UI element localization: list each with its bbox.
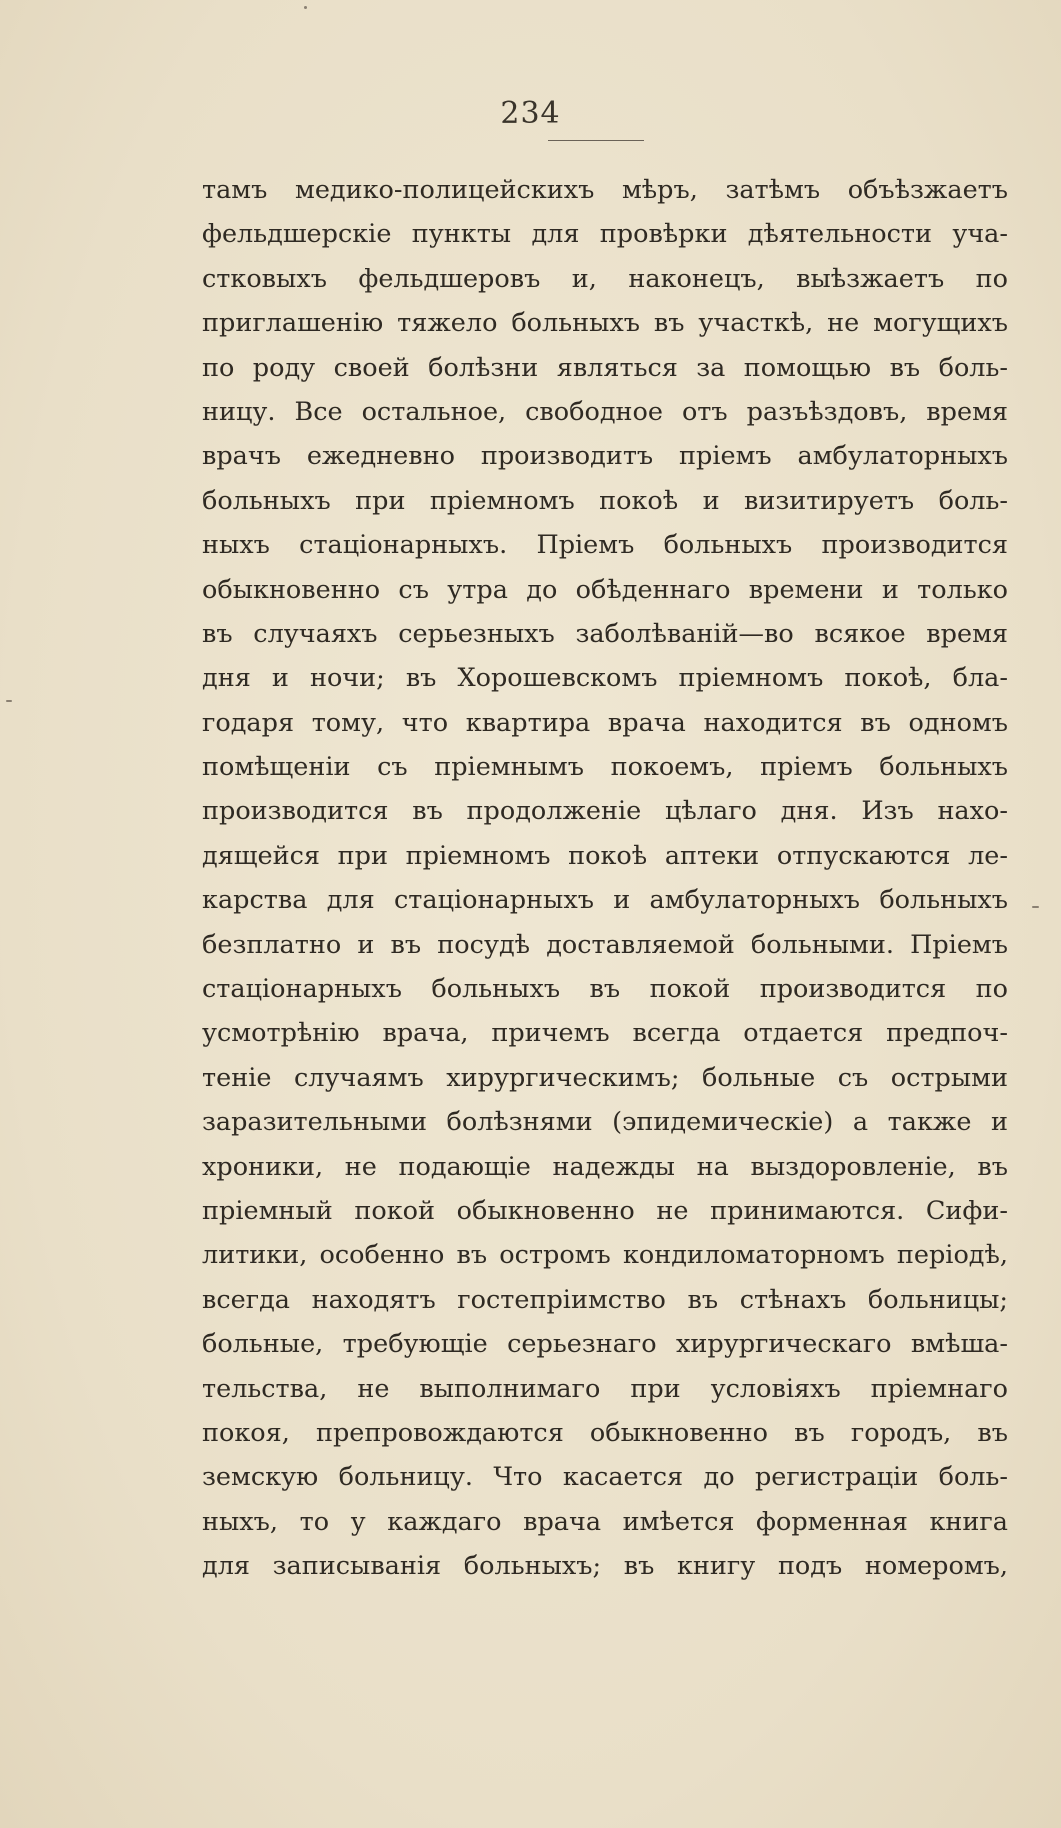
text-line: безплатно и въ посудѣ доставляемой больными. Пріемъ	[202, 929, 1008, 960]
text-line: обыкновенно съ утра до обѣденнаго времени и только	[202, 574, 1008, 605]
text-line: заразительными болѣзнями (эпидемическіе) а также и	[202, 1107, 1008, 1138]
text-line: въ случаяхъ серьезныхъ заболѣваній—во всякое время	[202, 618, 1008, 649]
text-line: дящейся при пріемномъ покоѣ аптеки отпускаются ле-	[202, 840, 1008, 871]
text-line: всегда находятъ гостепріимство въ стѣнахъ больницы;	[202, 1284, 1008, 1315]
text-line: больныхъ при пріемномъ покоѣ и визитируетъ боль-	[202, 485, 1008, 516]
paper-speck	[304, 6, 307, 9]
paper-speck	[6, 700, 12, 702]
text-line: литики, особенно въ остромъ кондиломаторномъ періодѣ,	[202, 1240, 1008, 1271]
page-number: 234	[500, 96, 561, 131]
text-line: дня и ночи; въ Хорошевскомъ пріемномъ покоѣ, бла-	[202, 663, 1008, 694]
text-line: стковыхъ фельдшеровъ и, наконецъ, выѣзжаетъ по	[202, 263, 1008, 294]
header-rule	[548, 140, 644, 141]
text-line: по роду своей болѣзни являться за помощью въ боль-	[202, 352, 1008, 383]
text-line: производится въ продолженіе цѣлаго дня. Изъ нахо-	[202, 796, 1008, 827]
text-line: помѣщеніи съ пріемнымъ покоемъ, пріемъ больныхъ	[202, 752, 1008, 783]
text-line: ныхъ, то у каждаго врача имѣется форменная книга	[202, 1506, 1008, 1537]
text-line: теніе случаямъ хирургическимъ; больные съ острыми	[202, 1062, 1008, 1093]
text-line: приглашенію тяжело больныхъ въ участкѣ, не могущихъ	[202, 308, 1008, 339]
text-line: стаціонарныхъ больныхъ въ покой производится по	[202, 974, 1008, 1005]
paper-speck	[1032, 906, 1039, 908]
body-text	[202, 168, 1008, 1589]
text-line: карства для стаціонарныхъ и амбулаторныхъ больныхъ	[202, 885, 1008, 916]
text-line: покоя, препровождаются обыкновенно въ городъ, въ	[202, 1417, 1008, 1448]
text-line: земскую больницу. Что касается до регистраціи боль-	[202, 1462, 1008, 1493]
text-line: пріемный покой обыкновенно не принимаются. Сифи-	[202, 1195, 1008, 1226]
text-line: больные, требующіе серьезнаго хирургическаго вмѣша-	[202, 1329, 1008, 1360]
text-line: для записыванія больныхъ; въ книгу подъ номеромъ,	[202, 1551, 1008, 1582]
text-line: годаря тому, что квартира врача находится въ одномъ	[202, 707, 1008, 738]
text-line: врачъ ежедневно производитъ пріемъ амбулаторныхъ	[202, 441, 1008, 472]
text-line: усмотрѣнію врача, причемъ всегда отдается предпоч-	[202, 1018, 1008, 1049]
text-line: ницу. Все остальное, свободное отъ разъѣздовъ, время	[202, 396, 1008, 427]
text-line: тамъ медико-полицейскихъ мѣръ, затѣмъ объѣзжаетъ	[202, 175, 1008, 205]
text-line: тельства, не выполнимаго при условіяхъ пріемнаго	[202, 1373, 1008, 1404]
text-line: фельдшерскіе пункты для провѣрки дѣятельности уча-	[202, 219, 1008, 250]
text-line: ныхъ стаціонарныхъ. Пріемъ больныхъ производится	[202, 530, 1008, 561]
text-line: хроники, не подающіе надежды на выздоровленіе, въ	[202, 1151, 1008, 1182]
